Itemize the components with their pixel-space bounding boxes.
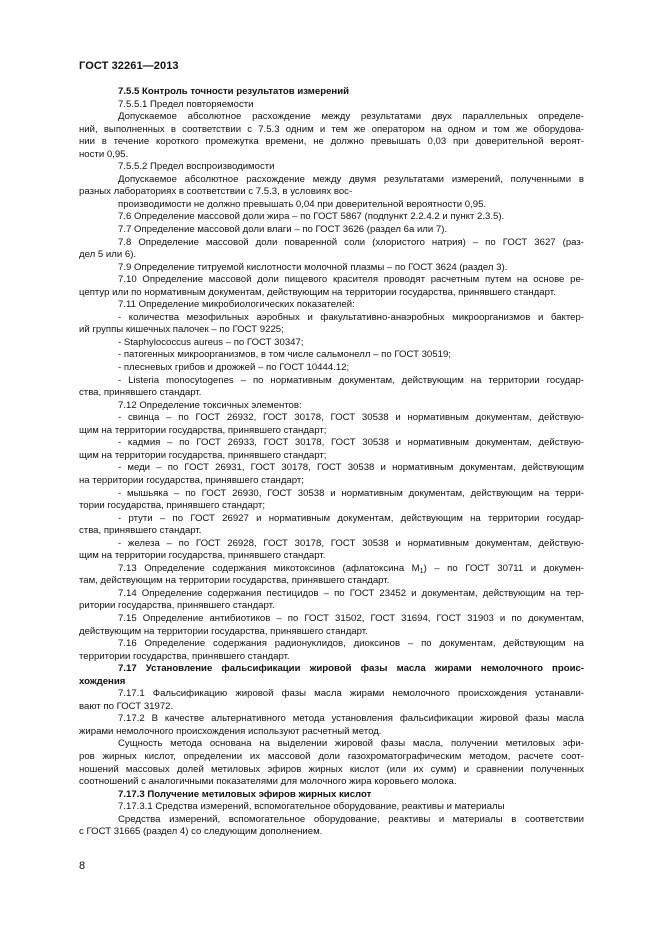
line-text: 7.17 Установление фальсификации жировой фазы масла жирами немолочного проис- xyxy=(118,663,584,675)
text-line xyxy=(79,437,584,450)
text-line xyxy=(79,324,584,337)
text-line xyxy=(79,312,584,325)
line-text: 7.17.1 Фальсификацию жировой фазы масла жирами немолочного происхождения устанавли- xyxy=(118,688,584,700)
line-text: - плесневых грибов и дрожжей – по ГОСТ 10444.12; xyxy=(118,362,350,374)
text-line xyxy=(79,174,584,187)
text-line xyxy=(79,211,584,224)
line-text: ритории государства, принявшего стандарт. xyxy=(79,600,275,612)
line-text: - патогенных микроорганизмов, в том числе сальмонелл – по ГОСТ 30519; xyxy=(118,349,451,361)
text-line xyxy=(79,249,584,262)
text-line xyxy=(79,588,584,601)
line-text: 7.14 Определение содержания пестицидов – по ГОСТ 23452 и документам, действующим на тер- xyxy=(118,587,584,599)
line-text: 7.5.5.2 Предел воспроизводимости xyxy=(118,161,275,173)
line-text: - Listeria monocytogenes – по нормативным документам, действующим на территории государ- xyxy=(118,374,584,386)
line-text: 7.9 Определение титруемой кислотности молочной плазмы – по ГОСТ 3624 (раздел 3). xyxy=(118,261,508,273)
page-number: 8 xyxy=(79,860,86,872)
text-line xyxy=(79,111,584,124)
text-line xyxy=(79,626,584,639)
line-text: - количества мезофильных аэробных и факультативно-анаэробных микроорганизмов и бактер- xyxy=(118,311,584,323)
line-text: 7.17.3 Получение метиловых эфиров жирных кислот xyxy=(118,788,372,800)
text-line xyxy=(79,638,584,651)
line-text: 7.17.2 В качестве альтернативного метода установления фальсификации жировой фазы масла xyxy=(118,713,584,725)
line-text: Допускаемое абсолютное расхождение между двумя результатами измерений, полученными в xyxy=(118,173,584,185)
text-line xyxy=(79,412,584,425)
text-line xyxy=(79,488,584,501)
text-line xyxy=(79,349,584,362)
line-text: - мышьяка – по ГОСТ 26930, ГОСТ 30538 и нормативным документам, действующим на терри- xyxy=(118,487,584,499)
line-text: - кадмия – по ГОСТ 26933, ГОСТ 30178, ГОСТ 30538 и нормативным документам, действую- xyxy=(118,437,584,449)
text-line xyxy=(79,826,584,839)
line-text: 7.5.5.1 Предел повторяемости xyxy=(118,98,254,110)
line-text: 7.11 Определение микробиологических показателей: xyxy=(118,299,355,311)
line-text: тории государства, принявшего стандарт; xyxy=(79,500,265,512)
line-text: щим на территории государства, принявшего стандарт. xyxy=(79,550,326,562)
line-text: 7.6 Определение массовой доли жира – по ГОСТ 5867 (подпункт 2.2.4.2 и пункт 2.3.5). xyxy=(118,211,505,223)
text-line xyxy=(79,613,584,626)
line-text: Средства измерений, вспомогательное оборудование, реактивы и материалы в соответствии xyxy=(118,813,584,825)
line-text: с ГОСТ 31665 (раздел 4) со следующим дополнением. xyxy=(79,826,323,838)
line-text: 7.12 Определение токсичных элементов: xyxy=(118,399,302,411)
text-line xyxy=(79,563,584,576)
line-text: ий группы кишечных палочек – по ГОСТ 9225; xyxy=(79,324,284,336)
text-line xyxy=(79,600,584,613)
text-line xyxy=(79,701,584,714)
line-text: 7.17.3.1 Средства измерений, вспомогательное оборудование, реактивы и материалы xyxy=(118,801,505,813)
line-text: 7.8 Определение массовой доли поваренной соли (хлористого натрия) – по ГОСТ 3627 (раз- xyxy=(118,236,584,248)
line-text: ства, принявшего стандарт. xyxy=(79,387,202,399)
text-line xyxy=(79,688,584,701)
line-text: ности 0,95. xyxy=(79,148,129,160)
line-text: территории государства, принявшего стандарт. xyxy=(79,650,290,662)
text-line xyxy=(79,475,584,488)
line-text-tail: ) – по ГОСТ 30711 и докумен- xyxy=(423,562,584,574)
text-line xyxy=(79,262,584,275)
text-line xyxy=(79,99,584,112)
line-text: там, действующим на территории государства, принявшего стандарт. xyxy=(79,575,390,587)
text-line xyxy=(79,751,584,764)
text-line xyxy=(79,814,584,827)
text-line xyxy=(79,789,584,802)
line-text: - Staphylococcus aureus – по ГОСТ 30347; xyxy=(118,336,304,348)
line-text: 7.10 Определение массовой доли пищевого красителя проводят расчетным путем на основе ре- xyxy=(118,274,584,286)
line-text: - свинца – по ГОСТ 26932, ГОСТ 30178, ГОСТ 30538 и нормативным документам, действую- xyxy=(118,412,584,424)
text-line xyxy=(79,337,584,350)
line-text: разных лабораториях в соответствии с 7.5.3, в условиях вос- xyxy=(79,186,353,198)
page-header: ГОСТ 32261—2013 xyxy=(79,60,179,72)
line-text: на территории государства, принявшего стандарт; xyxy=(79,474,304,486)
text-line xyxy=(79,186,584,199)
text-line xyxy=(79,387,584,400)
line-text: щим на территории государства, принявшего стандарт; xyxy=(79,449,327,461)
text-line xyxy=(79,237,584,250)
line-text: - меди – по ГОСТ 26931, ГОСТ 30178, ГОСТ 30538 и нормативным документам, действующим xyxy=(118,462,584,474)
text-line xyxy=(79,287,584,300)
line-text: ний, выполненных в соответствии с 7.5.3 одним и тем же оператором на одном и том же оборудова- xyxy=(79,123,584,135)
line-text: соотношений с аналогичными показателями для молочного жира коровьего молока. xyxy=(79,776,457,788)
subscript: 1 xyxy=(419,567,424,575)
line-text: производимости не должно превышать 0,04 при доверительной вероятности 0,95. xyxy=(118,198,487,210)
text-line xyxy=(79,136,584,149)
text-line xyxy=(79,513,584,526)
text-line xyxy=(79,713,584,726)
text-line xyxy=(79,362,584,375)
line-text: действующим на территории государства, принявшего стандарт. xyxy=(79,625,368,637)
text-line xyxy=(79,299,584,312)
line-text: - ртути – по ГОСТ 26927 и нормативным документам, действующим на территории государ- xyxy=(118,512,584,524)
text-line xyxy=(79,575,584,588)
text-line xyxy=(79,500,584,513)
text-line xyxy=(79,651,584,664)
line-text: 7.5.5 Контроль точности результатов измерений xyxy=(118,86,349,97)
text-line xyxy=(79,161,584,174)
text-line xyxy=(79,124,584,137)
line-text: - железа – по ГОСТ 26928, ГОСТ 30178, ГОСТ 30538 и нормативным документам, действую- xyxy=(118,537,584,549)
text-line xyxy=(79,676,584,689)
line-text: нии в течение короткого промежутка времени, не должно превышать 0,03 при доверительной вероят- xyxy=(79,136,584,148)
text-line xyxy=(79,462,584,475)
line-text: 7.16 Определение содержания радионуклидов, диоксинов – по документам, действующим на xyxy=(118,638,584,650)
line-text: Сущность метода основана на выделении жировой фазы масла, получении метиловых эфи- xyxy=(118,738,584,750)
line-text: ношений массовых долей метиловых эфиров жирных кислот (или их сумм) и сравнении полученных xyxy=(79,763,584,775)
document-body xyxy=(79,86,584,839)
line-text: 7.7 Определение массовой доли влаги – по ГОСТ 3626 (раздел 6а или 7). xyxy=(118,224,448,236)
text-line xyxy=(79,776,584,789)
text-line xyxy=(79,425,584,438)
line-text: цептур или по нормативным документам, действующим на территории государства, принявшего стандарт. xyxy=(79,286,556,298)
line-text: ров жирных кислот, определении их массовой доли газохроматографическим методом, расчете соот- xyxy=(79,750,584,762)
text-line xyxy=(79,550,584,563)
text-line xyxy=(79,726,584,739)
text-line xyxy=(79,764,584,777)
text-line xyxy=(79,663,584,676)
line-text: дел 5 или 6). xyxy=(79,249,137,261)
line-text: 7.13 Определение содержания микотоксинов (афлатоксина М xyxy=(118,562,420,574)
line-text: ства, принявшего стандарт. xyxy=(79,525,202,537)
text-line xyxy=(79,375,584,388)
text-line xyxy=(79,450,584,463)
text-line xyxy=(79,400,584,413)
line-text: Допускаемое абсолютное расхождение между результатами двух параллельных определе- xyxy=(118,111,584,123)
text-line xyxy=(79,149,584,162)
text-line xyxy=(79,801,584,814)
text-line xyxy=(79,199,584,212)
text-line xyxy=(79,538,584,551)
text-line xyxy=(79,86,584,99)
text-line xyxy=(79,738,584,751)
line-text: щим на территории государства, принявшего стандарт; xyxy=(79,424,327,436)
line-text: 7.15 Определение антибиотиков – по ГОСТ 31502, ГОСТ 31694, ГОСТ 31903 и по документам, xyxy=(118,612,584,624)
text-line xyxy=(79,525,584,538)
line-text: хождения xyxy=(79,675,126,687)
text-line xyxy=(79,274,584,287)
line-text: жирами немолочного происхождения используют расчетный метод. xyxy=(79,725,382,737)
text-line xyxy=(79,224,584,237)
line-text: вают по ГОСТ 31972. xyxy=(79,700,174,712)
